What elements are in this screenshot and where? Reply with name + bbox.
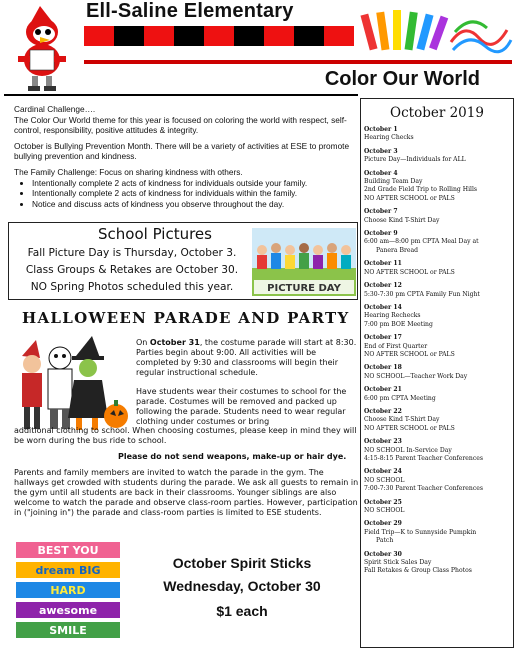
calendar-event-detail: NO SCHOOL bbox=[364, 507, 405, 515]
october-calendar bbox=[360, 98, 514, 648]
stripe-block bbox=[144, 26, 174, 46]
calendar-event-detail: 2nd Grade Field Trip to Rolling Hills bbox=[364, 186, 478, 194]
crayons-image bbox=[355, 2, 515, 60]
stick-label: awesome bbox=[38, 604, 98, 617]
school-pictures-title: School Pictures bbox=[98, 225, 212, 243]
calendar-event-date: October 7 bbox=[364, 208, 398, 216]
calendar-event bbox=[364, 438, 513, 463]
calendar-event-date: October 14 bbox=[364, 303, 402, 311]
calendar-event-date: October 22 bbox=[364, 407, 402, 415]
calendar-event-date: October 23 bbox=[364, 438, 402, 446]
picture-line: Class Groups & Retakes are October 30. bbox=[25, 264, 239, 276]
stripe-block bbox=[174, 26, 204, 46]
stripe-block bbox=[204, 26, 234, 46]
calendar-event bbox=[364, 551, 513, 576]
calendar-event-detail: 7:00 pm BOE Meeting bbox=[364, 320, 433, 328]
kindness-item: • Intentionally complete 2 acts of kindness for individuals outside your family. bbox=[32, 178, 360, 189]
stick-label: HARD bbox=[50, 584, 86, 597]
header-divider bbox=[84, 60, 512, 64]
calendar-event bbox=[364, 170, 513, 204]
calendar-event bbox=[364, 260, 513, 277]
calendar-event bbox=[364, 208, 513, 225]
calendar-event bbox=[364, 304, 513, 329]
header-color-stripe bbox=[84, 26, 354, 46]
spirit-sticks-image bbox=[12, 540, 124, 642]
calendar-event-detail: Patch bbox=[376, 537, 394, 545]
stick-label: SMILE bbox=[49, 624, 87, 637]
calendar-event bbox=[364, 499, 513, 516]
school-name: Ell-Saline Elementary bbox=[86, 0, 294, 22]
halloween-title: HALLOWEEN PARADE AND PARTY bbox=[22, 309, 350, 327]
calendar-event bbox=[364, 282, 513, 299]
calendar-event bbox=[364, 520, 513, 545]
calendar-event bbox=[364, 468, 513, 493]
intro-section bbox=[14, 104, 360, 209]
parade-schedule-paragraph bbox=[136, 338, 360, 378]
spirit-sticks-price: $1 each bbox=[216, 603, 268, 619]
calendar-event bbox=[364, 408, 513, 433]
header-divider-lower bbox=[4, 94, 358, 96]
calendar-event-detail: Choose Kind T-Shirt Day bbox=[364, 416, 440, 424]
calendar-event-detail: Fall Retakes & Group Class Photos bbox=[364, 567, 472, 575]
calendar-event-date: October 12 bbox=[364, 282, 402, 290]
calendar-event-detail: Hearing Checks bbox=[364, 134, 414, 142]
calendar-event bbox=[364, 126, 513, 143]
calendar-event-detail: Panera Bread bbox=[376, 246, 419, 254]
calendar-event-date: October 30 bbox=[364, 550, 402, 558]
calendar-items bbox=[361, 126, 513, 576]
calendar-event-date: October 21 bbox=[364, 386, 402, 394]
calendar-event-detail: NO SCHOOL bbox=[364, 476, 405, 484]
calendar-event-date: October 11 bbox=[364, 260, 402, 268]
calendar-event-detail: End of First Quarter bbox=[364, 342, 428, 350]
calendar-event-detail: Choose Kind T-Shirt Day bbox=[364, 216, 440, 224]
parade-text-a: On bbox=[136, 338, 150, 347]
spirit-sticks-section bbox=[136, 552, 348, 624]
calendar-event-date: October 4 bbox=[364, 169, 398, 177]
costume-paragraph-continued: additional clothing to school. When choosing costumes, please keep in mind they will be worn during the bus ride to school. bbox=[14, 426, 357, 445]
costume-warning: Please do not send weapons, make-up or hair dye. bbox=[118, 452, 347, 461]
picture-day-image bbox=[252, 228, 356, 296]
calendar-event-detail: 7:00-7:30 Parent Teacher Conferences bbox=[364, 485, 483, 493]
spirit-sticks-date: Wednesday, October 30 bbox=[163, 578, 321, 594]
calendar-event-date: October 29 bbox=[364, 520, 402, 528]
calendar-event-detail: 5:30-7:30 pm CPTA Family Fun Night bbox=[364, 290, 480, 298]
calendar-event bbox=[364, 364, 513, 381]
stripe-block bbox=[294, 26, 324, 46]
stripe-block bbox=[264, 26, 294, 46]
calendar-event-detail: NO SCHOOL—Teacher Work Day bbox=[364, 372, 468, 380]
costume-paragraph: Have students wear their costumes to school for the parade. Costumes will be removed and packed up following the parade. Students need to wear regular clothing under costumes or bring bbox=[136, 387, 347, 426]
calendar-event-date: October 3 bbox=[364, 147, 398, 155]
cardinal-mascot-image bbox=[10, 2, 74, 94]
picture-line: NO Spring Photos scheduled this year. bbox=[30, 281, 234, 293]
calendar-event-detail: Field Trip—K to Sunnyside Pumpkin bbox=[364, 528, 477, 536]
calendar-event-detail: NO AFTER SCHOOL or PALS bbox=[364, 350, 455, 358]
guests-paragraph: Parents and family members are invited to watch the parade in the gym. The hallways get crowded with students during the parade. We ask all guests to remain in the gym until all students are back in their classrooms. Younger siblings are also welcome to watch the parade and observe class-room parties. However, participation in ("joining in") the parade and class-room parties is limited to ESE students. bbox=[14, 468, 359, 517]
intro-line-1: Cardinal Challenge…. bbox=[14, 104, 96, 114]
calendar-event-detail: NO AFTER SCHOOL or PALS bbox=[364, 424, 455, 432]
calendar-event bbox=[364, 386, 513, 403]
calendar-event-detail: 6:00 pm CPTA Meeting bbox=[364, 394, 436, 402]
calendar-event-detail: 6:00 am—8:00 pm CPTA Meal Day at bbox=[364, 238, 479, 246]
stripe-block bbox=[234, 26, 264, 46]
spirit-sticks-title: October Spirit Sticks bbox=[172, 555, 312, 571]
stripe-block bbox=[84, 26, 114, 46]
kindness-item: • Notice and discuss acts of kindness you observe throughout the day. bbox=[32, 199, 360, 210]
calendar-event-detail: Picture Day—Individuals for ALL bbox=[364, 156, 466, 164]
calendar-event-detail: Building Team Day bbox=[364, 178, 423, 186]
calendar-event-date: October 24 bbox=[364, 468, 402, 476]
stripe-block bbox=[114, 26, 144, 46]
calendar-event-date: October 18 bbox=[364, 364, 402, 372]
kindness-list bbox=[32, 178, 360, 210]
calendar-event-date: October 17 bbox=[364, 334, 402, 342]
school-pictures-text bbox=[16, 245, 248, 296]
calendar-event-date: October 1 bbox=[364, 126, 398, 133]
costume-kids-image bbox=[8, 336, 132, 434]
parade-date: October 31 bbox=[149, 338, 200, 347]
calendar-event-detail: Spirit Stick Sales Day bbox=[364, 559, 432, 567]
stripe-block bbox=[324, 26, 354, 46]
calendar-event bbox=[364, 334, 513, 359]
calendar-event bbox=[364, 230, 513, 255]
kindness-item: • Intentionally complete 2 acts of kindness for individuals within the family. bbox=[32, 188, 360, 199]
calendar-event-detail: 4:15-8:15 Parent Teacher Conferences bbox=[364, 455, 483, 462]
calendar-event-detail: NO AFTER SCHOOL or PALS bbox=[364, 194, 455, 202]
calendar-event-detail: Hearing Rechecks bbox=[364, 312, 421, 320]
picture-line: Fall Picture Day is Thursday, October 3. bbox=[27, 247, 237, 259]
theme-title: Color Our World bbox=[324, 68, 480, 90]
stick-label: BEST YOU bbox=[37, 544, 99, 557]
calendar-event bbox=[364, 148, 513, 165]
intro-family-challenge: The Family Challenge: Focus on sharing kindness with others. bbox=[14, 166, 243, 177]
calendar-event-detail: NO AFTER SCHOOL or PALS bbox=[364, 268, 455, 276]
calendar-event-date: October 25 bbox=[364, 498, 402, 506]
parade-text-b: , the costume parade will start at 8:30. Parties begin about 9:00. All activities will be completed by 9:30 and classrooms will begin their regular instructional schedule. bbox=[136, 338, 357, 377]
calendar-event-detail: NO SCHOOL In-Service Day bbox=[364, 446, 452, 454]
stick-label: dream BIG bbox=[35, 564, 101, 577]
calendar-event-date: October 9 bbox=[364, 230, 398, 238]
calendar-title: October 2019 bbox=[390, 105, 484, 121]
picture-day-banner: PICTURE DAY bbox=[267, 283, 341, 294]
intro-bullying: October is Bullying Prevention Month. There will be a variety of activities at ESE to promote bullying prevention and kindness. bbox=[14, 140, 350, 162]
intro-theme: The Color Our World theme for this year is focused on coloring the world with respect, self-control, responsibility, positive attitudes & integrity. bbox=[14, 114, 347, 136]
